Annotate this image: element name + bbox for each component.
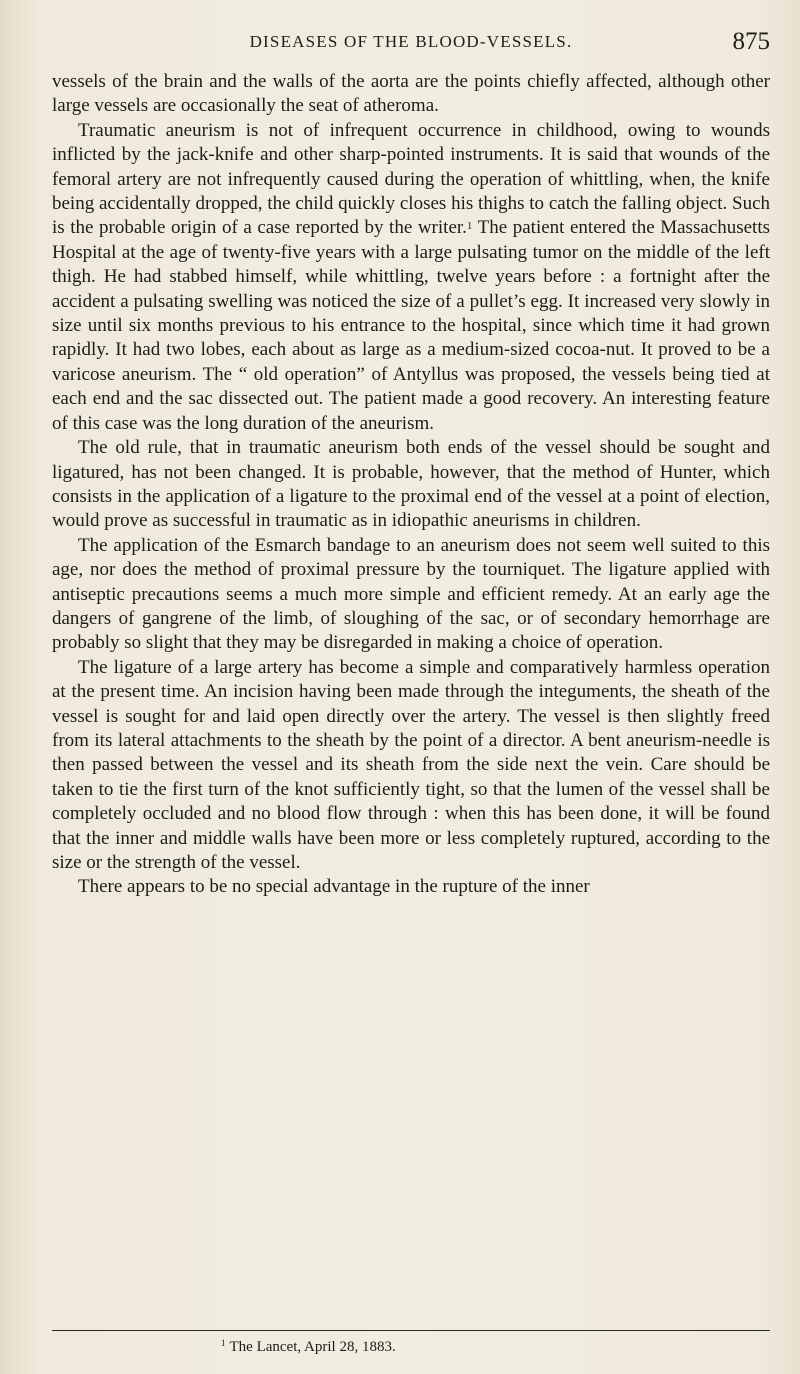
paragraph: [52, 119, 770, 436]
paragraph: [52, 534, 770, 656]
paragraph-text: The patient entered the Massachusetts Hospital at the age of twenty-five years with a large pulsating tumor on the middle of the left thigh. He had stabbed himself, while whittling, twelve years before : a fortnight after the accident a pulsating swelling was noticed the size of a pullet’s egg. It increased very slowly in size until six months previous to his entrance to the hospital, since which time it had grown rapidly. It had two lobes, each about as large as a medium-sized cocoa-nut. It proved to be a varicose aneurism. The “ old operation” of Antyllus was proposed, the vessels being tied at each end and the sac dissected out. The patient made a good recovery. An interesting feature of this case was the long duration of the aneurism.: [52, 217, 770, 434]
paragraph: [52, 656, 770, 876]
page-number: 875: [732, 28, 770, 55]
paragraph-text: The application of the Esmarch bandage to an aneurism does not seem well suited to this age, nor does the method of proximal pressure by the tourniquet. The ligature applied with antiseptic precautions seems a much more simple and efficient remedy. At an early age the dangers of gangrene of the limb, of sloughing of the sac, or of secondary hemorrhage are probably so slight that they may be disregarded in making a choice of operation.: [52, 534, 770, 654]
paragraph-text: The old rule, that in traumatic aneurism both ends of the vessel should be sought and ligatured, has not been changed. It is probable, however, that the method of Hunter, which consists in the application of a ligature to the proximal end of the vessel at a point of election, would prove as successful in traumatic as in idiopathic aneurisms in children.: [52, 437, 770, 532]
footnote-marker: 1: [221, 1338, 226, 1348]
paragraph: [52, 875, 770, 899]
paragraph-text: Traumatic aneurism is not of infrequent occurrence in childhood, owing to wounds inflicted by the jack-knife and other sharp-pointed instruments. It is said that wounds of the femoral artery are not infrequently caused during the operation of whittling, when, the knife being accidentally dropped, the child quickly closes his thighs to catch the falling object. Such is the probable origin of a case reported by the writer.: [52, 119, 770, 239]
paragraph-text: vessels of the brain and the walls of the aorta are the points chiefly affected, although other large vessels are occasionally the seat of atheroma.: [52, 71, 770, 117]
paragraph: [52, 70, 770, 119]
running-head: [52, 28, 770, 56]
body-text: [52, 70, 770, 900]
paragraph: [52, 436, 770, 534]
footnote: [221, 1339, 396, 1356]
footnote-text: The Lancet, April 28, 1883.: [229, 1339, 396, 1355]
running-title: DISEASES OF THE BLOOD-VESSELS.: [249, 32, 573, 51]
paragraph-text: There appears to be no special advantage in the rupture of the inner: [78, 876, 590, 898]
footnote-reference: 1: [466, 220, 473, 233]
paragraph-text: The ligature of a large artery has become a simple and comparatively harmless operation at the present time. An incision having been made through the integuments, the sheath of the vessel is sought for and laid open directly over the artery. The vessel is then slightly freed from its lateral attachments to the sheath by the point of a director. A bent aneurism-needle is then passed between the vessel and its sheath from the side next the vein. Care should be taken to tie the first turn of the knot sufficiently tight, so that the lumen of the vessel shall be completely occluded and no blood flow through : when this has been done, it will be found that the inner and middle walls have been more or less completely ruptured, according to the size or the strength of the vessel.: [52, 656, 770, 873]
footnote-rule: [52, 1330, 770, 1331]
